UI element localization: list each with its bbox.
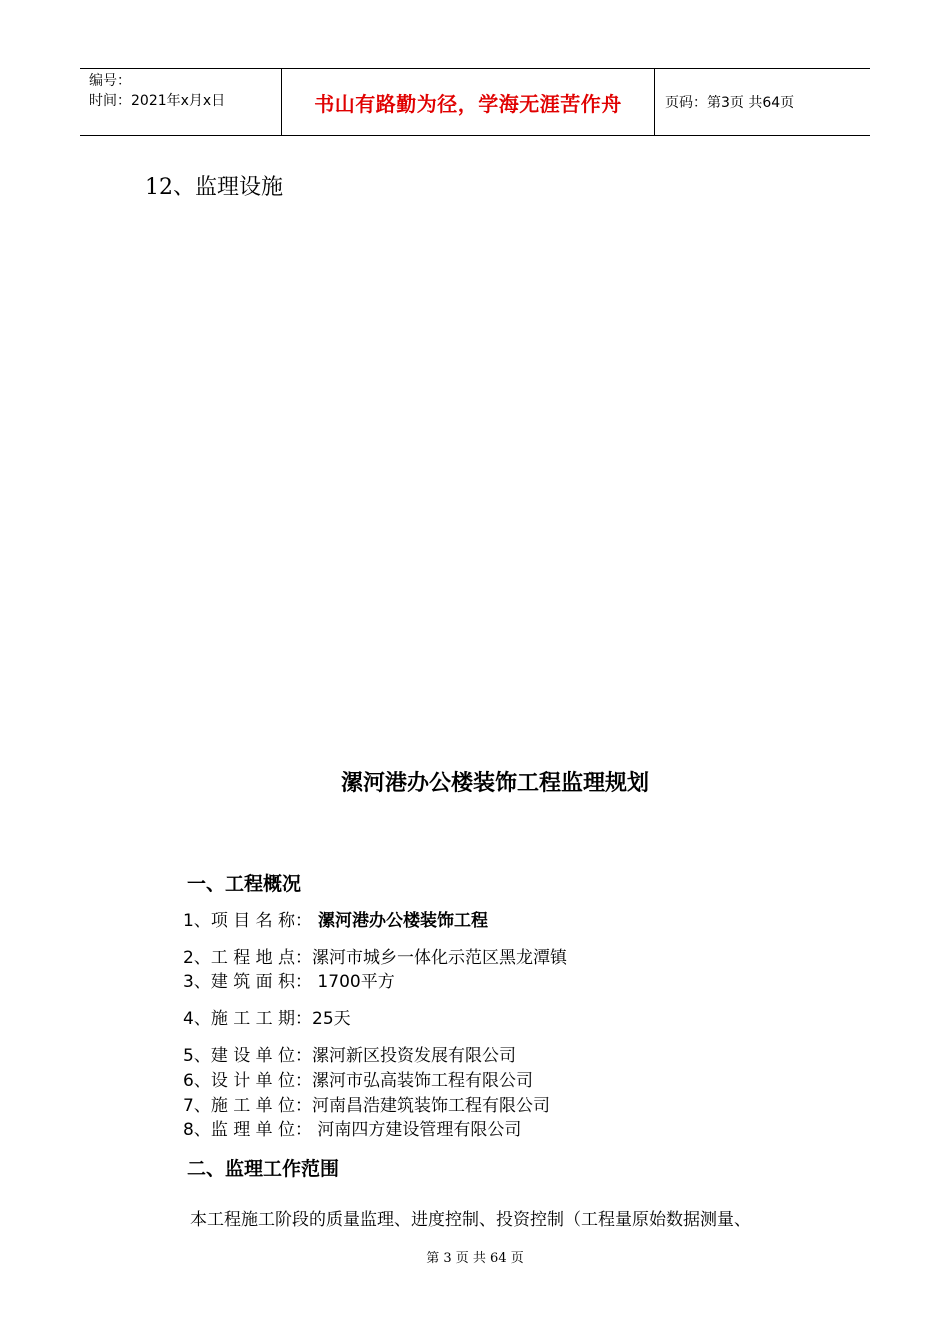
item-label: 1、项 目 名 称： xyxy=(183,911,313,931)
item-label: 4、施 工 工 期： xyxy=(183,1009,313,1029)
item-label: 7、施 工 单 位： xyxy=(183,1096,313,1116)
item-value: 河南昌浩建筑装饰工程有限公司 xyxy=(312,1096,551,1116)
section-heading: 12、监理设施 xyxy=(145,175,283,200)
header-motto: 书山有路勤为径，学海无涯苦作舟 xyxy=(314,91,622,116)
scope-paragraph: 本工程施工阶段的质量监理、进度控制、投资控制（工程量原始数据测量、 xyxy=(190,1210,751,1230)
item-value: 1700平方 xyxy=(312,972,395,992)
header-page-cell xyxy=(655,69,870,135)
document-date: 时间：2021年x月x日 xyxy=(89,93,226,109)
document-title: 漯河港办公楼装饰工程监理规划 xyxy=(340,771,649,796)
header-page-info: 页码：第3页 共64页 xyxy=(665,95,795,111)
page-header-table xyxy=(80,68,870,136)
item-value: 漯河市城乡一体化示范区黑龙潭镇 xyxy=(312,948,568,968)
item-value: 25天 xyxy=(312,1009,351,1029)
item-label: 5、建 设 单 位： xyxy=(183,1046,313,1066)
item-label: 8、监 理 单 位： xyxy=(183,1120,313,1140)
item-label: 6、设 计 单 位： xyxy=(183,1071,313,1091)
item-label: 3、建 筑 面 积： xyxy=(183,972,313,992)
overview-item-location xyxy=(183,943,567,968)
item-value: 漯河市弘高装饰工程有限公司 xyxy=(312,1071,534,1091)
overview-item-contractor xyxy=(183,1091,550,1116)
scope-heading: 二、监理工作范围 xyxy=(187,1158,340,1180)
item-value: 漯河新区投资发展有限公司 xyxy=(312,1046,517,1066)
overview-heading: 一、工程概况 xyxy=(187,873,302,895)
item-value: 漯河港办公楼装饰工程 xyxy=(312,911,488,931)
header-meta-cell xyxy=(80,69,282,135)
overview-item-duration xyxy=(183,1004,351,1029)
overview-item-area xyxy=(183,967,395,992)
item-label: 2、工 程 地 点： xyxy=(183,948,313,968)
item-value: 河南四方建设管理有限公司 xyxy=(312,1120,522,1140)
overview-item-project-name xyxy=(183,906,488,931)
overview-item-owner xyxy=(183,1041,516,1066)
overview-item-supervisor xyxy=(183,1115,521,1140)
page-footer: 第 3 页 共 64 页 xyxy=(426,1251,524,1266)
overview-item-designer xyxy=(183,1066,533,1091)
header-motto-cell xyxy=(282,69,655,135)
document-number-label: 编号： xyxy=(89,73,131,89)
